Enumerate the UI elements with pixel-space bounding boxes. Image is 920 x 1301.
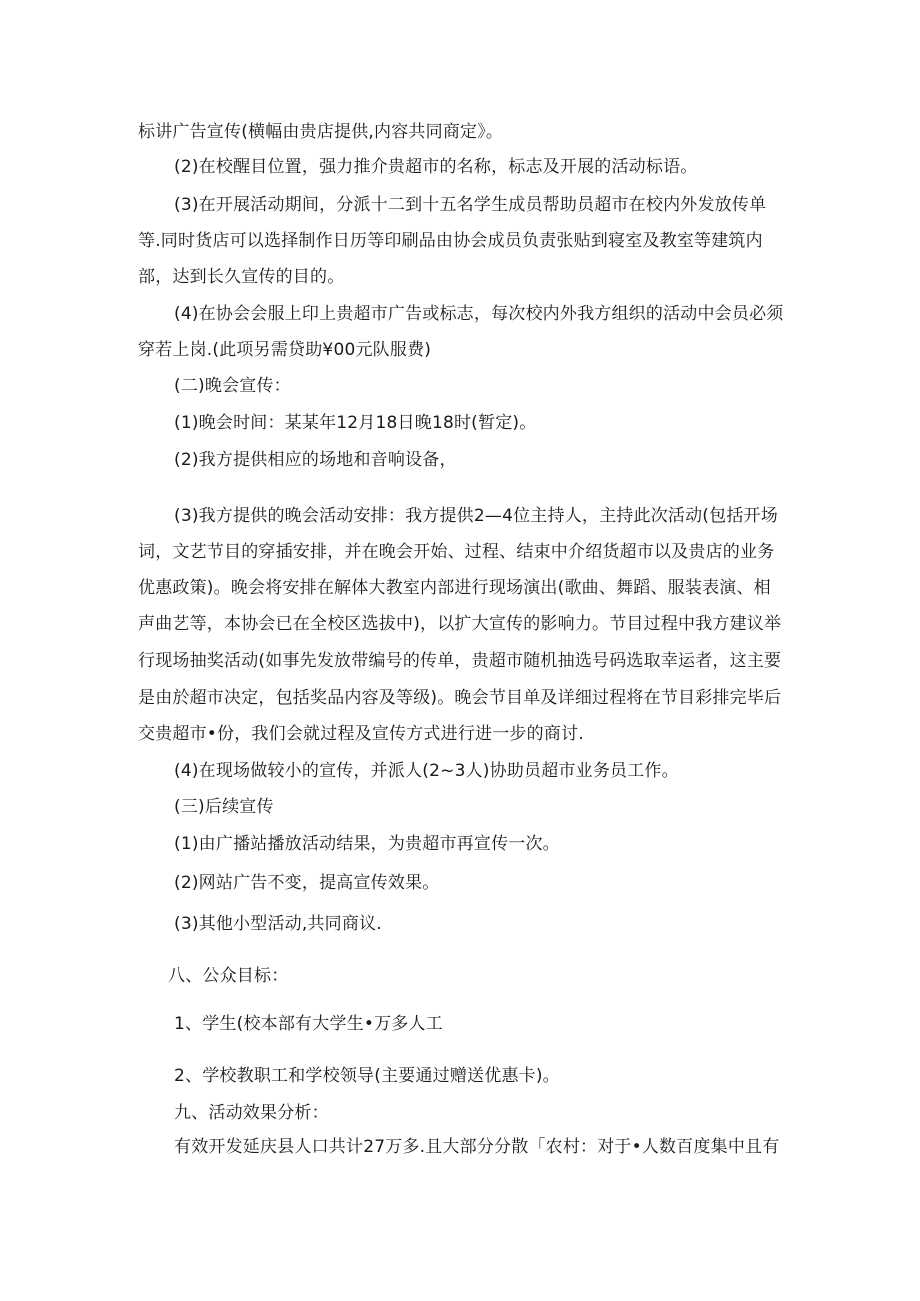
text-line: 有效开发延庆县人口共计27万多.且大部分分散「农村：对于•人数百度集中且有 bbox=[174, 1137, 780, 1157]
text-line: 是由於超市决定，包括奖品内容及等级)。晚会节目单及详细过程将在节目彩排完毕后 bbox=[138, 688, 782, 708]
section-heading: (二)晚会宣传： bbox=[174, 376, 291, 396]
text-line: 优惠政策)。晚会将安排在解体大教室内部进行现场演出(歌曲、舞蹈、服装表演、相 bbox=[138, 578, 771, 598]
text-line: (2)在校醒目位置，强力推介贵超市的名称，标志及开展的活动标语。 bbox=[174, 157, 698, 177]
text-line: 交贵超市•份，我们会就过程及宣传方式进行进一步的商讨. bbox=[138, 724, 584, 744]
text-line: 词，文艺节目的穿插安排，并在晚会开始、过程、结束中介绍货超市以及贵店的业务 bbox=[138, 542, 775, 562]
text-line: 行现场抽奖活动(如事先发放带编号的传单，贵超市随机抽选号码选取幸运者，这主要 bbox=[138, 651, 782, 671]
text-line: 1、学生(校本部有大学生•万多人工 bbox=[174, 1014, 443, 1034]
text-line: (3)其他小型活动,共同商议. bbox=[174, 914, 382, 934]
text-line: 部，达到长久宣传的目的。 bbox=[138, 267, 345, 287]
text-line: (4)在协会会服上印上贵超市广告或标志，每次校内外我方组织的活动中会员必须 bbox=[174, 304, 784, 324]
section-heading: 九、活动效果分析： bbox=[174, 1103, 329, 1123]
text-line: 穿若上岗.(此项另需贷助¥00元队服费) bbox=[138, 340, 432, 360]
text-line: (3)在开展活动期间，分派十二到十五名学生成员帮助员超市在校内外发放传单 bbox=[174, 195, 767, 215]
text-line: 声曲艺等，本协会已在全校区选拔中)，以扩大宣传的影响力。节目过程中我方建议举 bbox=[138, 614, 782, 634]
text-line: 标讲广告宣传(横幅由贵店提供,内容共同商定》。 bbox=[138, 122, 504, 142]
text-line: 等.同时货店可以选择制作日历等印刷品由协会成员负责张贴到寝室及教室等建筑内 bbox=[138, 231, 763, 251]
text-line: (2)网站广告不变，提高宣传效果。 bbox=[174, 873, 440, 893]
section-heading: (三)后续宣传 bbox=[174, 797, 274, 817]
text-line: 2、学校教职工和学校领导(主要通过赠送优惠卡)。 bbox=[174, 1066, 560, 1086]
text-line: (1)由广播站播放活动结果，为贵超市再宣传一次。 bbox=[174, 834, 560, 854]
text-line: (2)我方提供相应的场地和音响设备， bbox=[174, 450, 457, 470]
section-heading: 八、公众目标： bbox=[168, 966, 289, 986]
text-line: (4)在现场做较小的宣传，并派人(2~3人)协助员超市业务员工作。 bbox=[174, 761, 679, 781]
text-line: (1)晚会时间：某某年12月18日晚18时(暂定)。 bbox=[174, 413, 537, 433]
text-line: (3)我方提供的晚会活动安排：我方提供2—4位主持人，主持此次活动(包括开场 bbox=[174, 506, 778, 526]
